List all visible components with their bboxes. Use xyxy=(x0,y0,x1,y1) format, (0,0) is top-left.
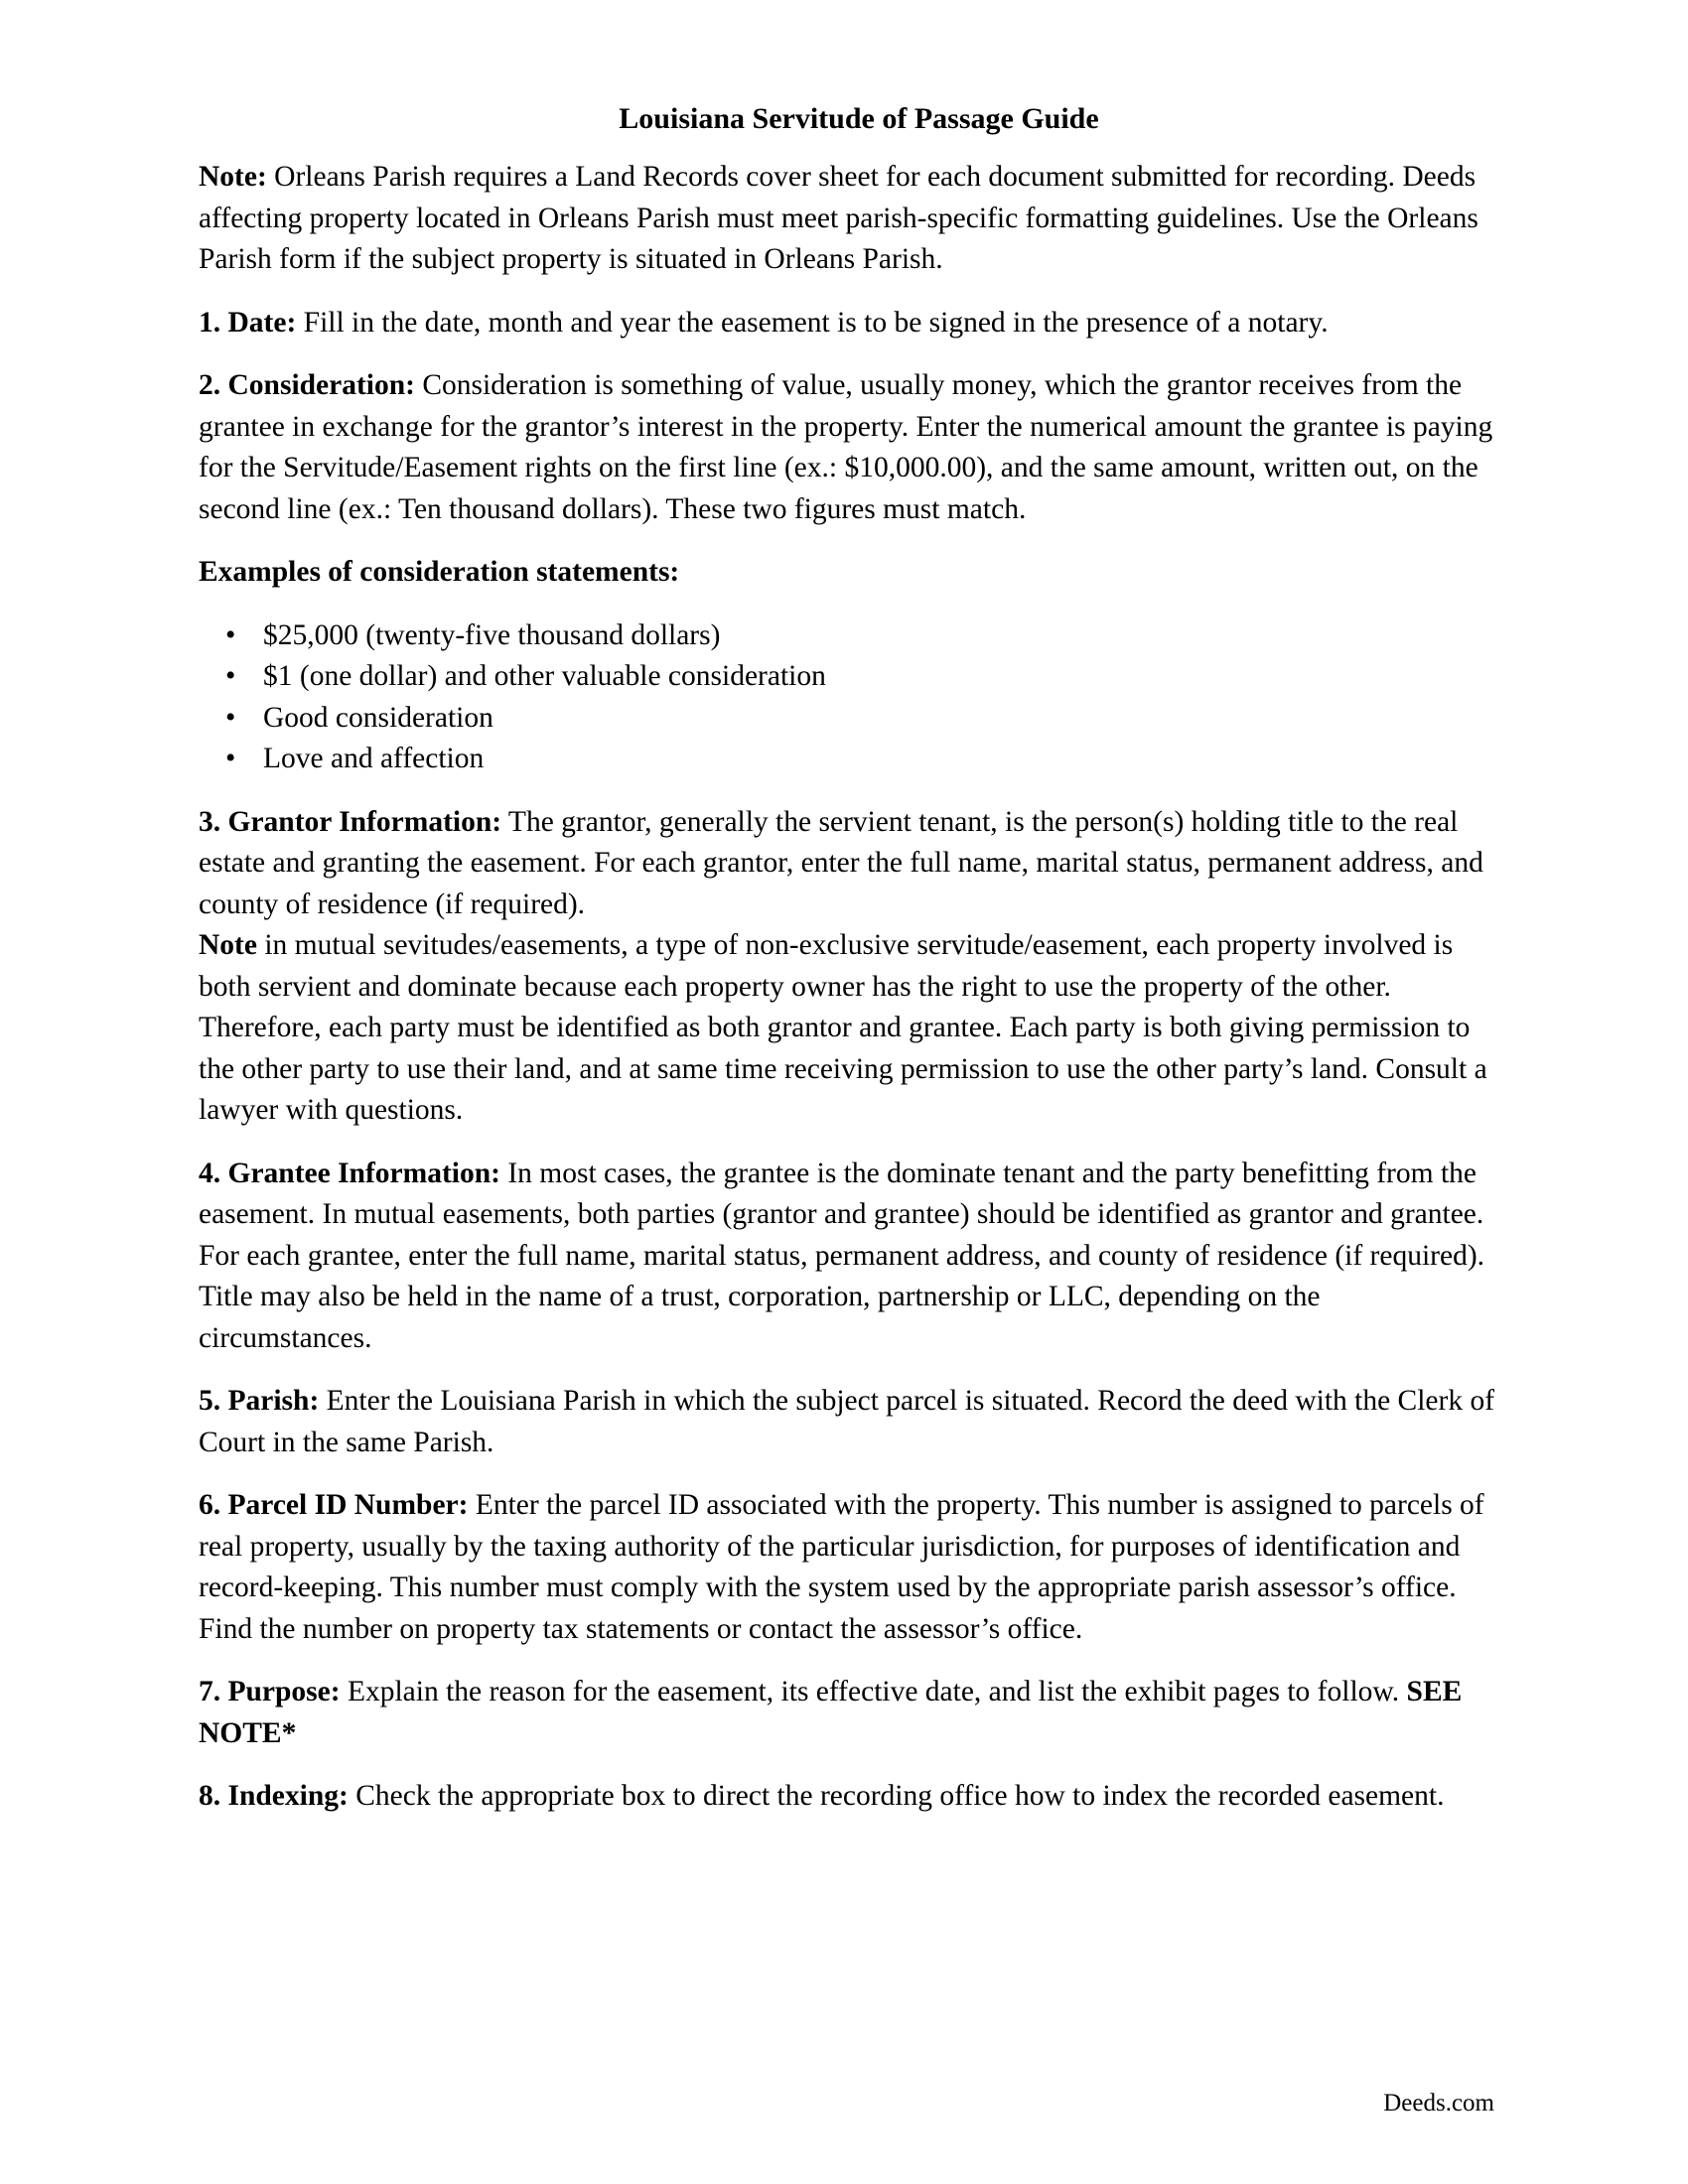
list-item xyxy=(225,615,1499,657)
footer-brand: Deeds.com xyxy=(1383,2090,1494,2116)
grantee-text: In most cases, the grantee is the dominate tenant and the party benefitting from the easement. In mutual easements, both parties (grantor and grantee) should be identified as grantor and grantee. For each grantee, enter the full name, marital status, permanent address, and county of residence (if required). Title may also be held in the name of a trust, corporation, partnership or LLC, depending on the circumstances. xyxy=(199,1157,1485,1354)
section-parish xyxy=(199,1381,1499,1463)
parish-text: Enter the Louisiana Parish in which the subject parcel is situated. Record the deed with the Clerk of Court in the same Parish. xyxy=(199,1385,1495,1458)
list-item-text: $25,000 (twenty-five thousand dollars) xyxy=(263,618,721,651)
bullet-icon: • xyxy=(225,743,236,774)
section-grantor xyxy=(199,802,1499,926)
section-purpose xyxy=(199,1672,1499,1754)
purpose-label: 7. Purpose: xyxy=(199,1676,341,1707)
grantor-note-text: in mutual sevitudes/easements, a type of non-exclusive servitude/easement, each property involved is both servient and dominate because each property owner has the right to use the property of the other. Therefore, each party must be identified as both grantor and grantee. Each party is both giving permission to the other party to use their land, and at same time receiving permission to use the other party’s land. Consult a lawyer with questions. xyxy=(199,929,1487,1126)
section-consideration xyxy=(199,365,1499,530)
parcel-text: Enter the parcel ID associated with the property. This number is assigned to parcels of real property, usually by the taxing authority of the particular jurisdiction, for purposes of identification and record-keeping. This number must comply with the system used by the appropriate parish assessor’s office. Find the number on property tax statements or contact the assessor’s office. xyxy=(199,1489,1484,1645)
section-indexing xyxy=(199,1776,1499,1818)
bullet-icon: • xyxy=(225,660,236,692)
date-label: 1. Date: xyxy=(199,306,297,339)
list-item xyxy=(225,698,1499,740)
examples-list xyxy=(199,615,1499,780)
indexing-label: 8. Indexing: xyxy=(199,1780,349,1812)
consideration-label: 2. Consideration: xyxy=(199,369,415,401)
document-page xyxy=(199,99,1499,1840)
list-item-text: Love and affection xyxy=(263,743,485,774)
purpose-see-note: SEE NOTE* xyxy=(199,1676,1463,1749)
list-item xyxy=(225,739,1499,780)
bullet-icon: • xyxy=(225,701,236,734)
note-text: Orleans Parish requires a Land Records cover sheet for each document submitted for recording. Deeds affecting property located in Orleans Parish must meet parish-specific formatting guidelines. Use the Orleans Parish form if the subject property is situated in Orleans Parish. xyxy=(199,161,1478,275)
section-date xyxy=(199,303,1499,344)
list-item xyxy=(225,656,1499,698)
list-item-text: Good consideration xyxy=(263,701,493,734)
parish-label: 5. Parish: xyxy=(199,1385,320,1417)
note-label: Note: xyxy=(199,161,267,193)
orleans-note xyxy=(199,157,1499,281)
consideration-text: Consideration is something of value, usually money, which the grantor receives from the grantee in exchange for the grantor’s interest in the property. Enter the numerical amount the grantee is paying for the Servitude/Easement rights on the first line (ex.: $10,000.00), and the same amount, written out, on the second line (ex.: Ten thousand dollars). These two figures must match. xyxy=(199,369,1493,525)
section-grantee xyxy=(199,1154,1499,1360)
grantor-note xyxy=(199,925,1499,1132)
date-text: Fill in the date, month and year the easement is to be signed in the presence of a notary. xyxy=(296,306,1329,339)
bullet-icon: • xyxy=(225,618,236,651)
grantee-label: 4. Grantee Information: xyxy=(199,1157,500,1189)
document-title: Louisiana Servitude of Passage Guide xyxy=(619,102,1099,135)
list-item-text: $1 (one dollar) and other valuable consideration xyxy=(263,660,826,692)
grantor-label: 3. Grantor Information: xyxy=(199,805,502,838)
examples-heading: Examples of consideration statements: xyxy=(199,556,680,588)
indexing-text: Check the appropriate box to direct the recording office how to index the recorded easement. xyxy=(348,1780,1445,1812)
purpose-text: Explain the reason for the easement, its effective date, and list the exhibit pages to follow. xyxy=(340,1676,1407,1707)
parcel-label: 6. Parcel ID Number: xyxy=(199,1489,469,1521)
grantor-text: The grantor, generally the servient tenant, is the person(s) holding title to the real estate and granting the easement. For each grantor, enter the full name, marital status, permanent address, and county of residence (if required). xyxy=(199,805,1483,920)
section-parcel-id xyxy=(199,1485,1499,1650)
grantor-note-label: Note xyxy=(199,929,257,961)
